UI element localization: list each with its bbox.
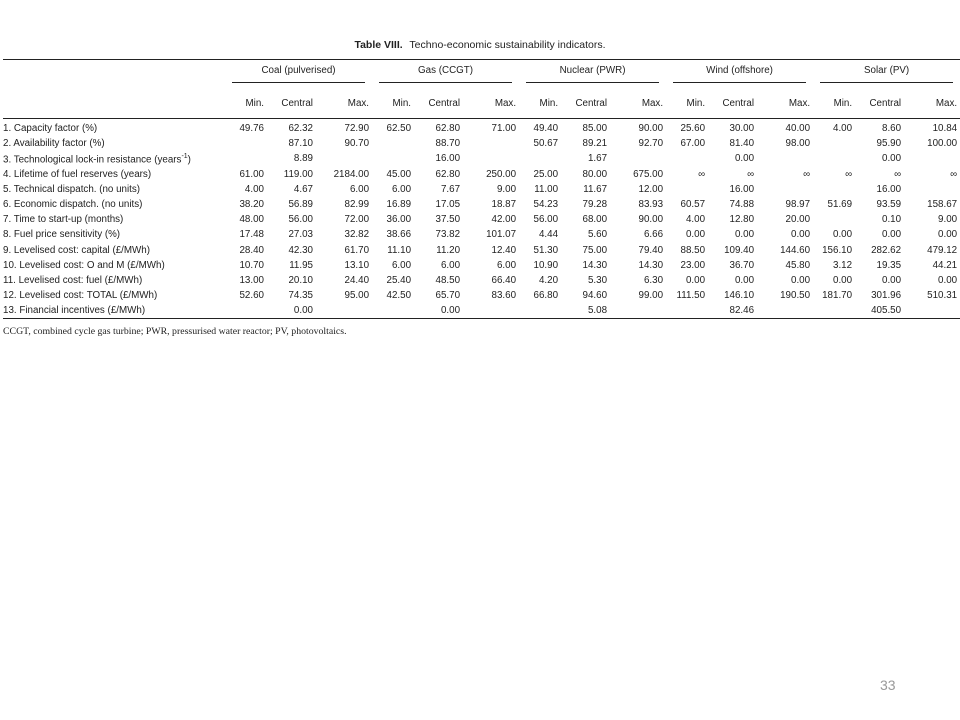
group-header-label: Nuclear (PWR) bbox=[526, 65, 659, 83]
table-cell bbox=[904, 151, 960, 166]
table-cell: 17.48 bbox=[239, 229, 264, 241]
table-cell: 6.00 bbox=[349, 183, 370, 195]
table-cell bbox=[904, 303, 960, 319]
table-cell: 479.12 bbox=[927, 244, 958, 256]
table-row bbox=[3, 227, 960, 242]
table-cell: 6.00 bbox=[391, 259, 412, 271]
table-cell bbox=[463, 136, 519, 151]
row-label-text: 5. Technical dispatch. (no units) bbox=[3, 183, 141, 195]
table-cell: 36.70 bbox=[729, 259, 755, 271]
table-cell: 67.00 bbox=[680, 138, 706, 150]
table-cell: 0.00 bbox=[734, 229, 755, 241]
table-cell: 32.82 bbox=[344, 229, 370, 241]
table-cell: 6.30 bbox=[643, 274, 664, 286]
table-cell: 81.40 bbox=[729, 138, 755, 150]
table-cell: 89.21 bbox=[582, 138, 608, 150]
table-cell: 5.60 bbox=[587, 229, 608, 241]
table-cell: 94.60 bbox=[582, 290, 608, 302]
row-label bbox=[3, 136, 225, 151]
table-cell: 16.89 bbox=[386, 199, 412, 211]
row-label-text: 11. Levelised cost: fuel (£/MWh) bbox=[3, 274, 143, 286]
table-cell: 95.90 bbox=[876, 138, 902, 150]
row-label-subheader bbox=[3, 88, 225, 119]
table-cell: 28.40 bbox=[239, 244, 264, 256]
table-cell: 0.00 bbox=[734, 274, 755, 286]
table-cell: 30.00 bbox=[729, 123, 755, 135]
row-label bbox=[3, 243, 225, 258]
table-cell: 14.30 bbox=[582, 259, 608, 271]
row-label-text: 10. Levelised cost: O and M (£/MWh) bbox=[3, 259, 165, 271]
table-cell bbox=[372, 136, 414, 151]
table-cell: 18.87 bbox=[491, 199, 517, 211]
table-cell: 48.50 bbox=[435, 274, 461, 286]
table-row bbox=[3, 182, 960, 197]
group-header-label: Gas (CCGT) bbox=[379, 65, 512, 83]
column-subheader: Max. bbox=[904, 88, 960, 119]
row-label-text: 9. Levelised cost: capital (£/MWh) bbox=[3, 244, 151, 256]
row-label-text: 12. Levelised cost: TOTAL (£/MWh) bbox=[3, 290, 158, 302]
table-cell: 119.00 bbox=[283, 168, 313, 180]
table-cell: 90.00 bbox=[638, 123, 664, 135]
table-cell: 0.00 bbox=[791, 229, 811, 241]
table-cell: 3.12 bbox=[833, 259, 853, 271]
table-cell: 4.67 bbox=[293, 183, 313, 195]
column-subheader: Central bbox=[414, 88, 463, 119]
table-cell: 2184.00 bbox=[333, 168, 370, 180]
table-cell: 61.00 bbox=[239, 168, 264, 180]
table-cell: 0.00 bbox=[734, 153, 755, 165]
column-subheader: Min. bbox=[372, 88, 414, 119]
table-cell bbox=[519, 303, 561, 319]
group-header-label: Coal (pulverised) bbox=[232, 65, 365, 83]
table-row bbox=[3, 197, 960, 212]
table-row bbox=[3, 303, 960, 319]
table-cell: 42.50 bbox=[386, 290, 412, 302]
table-cell: 72.90 bbox=[344, 123, 370, 135]
row-label-text: 7. Time to start-up (months) bbox=[3, 214, 124, 226]
table-cell: 0.00 bbox=[685, 229, 706, 241]
group-header-row bbox=[3, 60, 960, 89]
indicators-table-wrapper bbox=[3, 59, 958, 319]
table-footnote: CCGT, combined cycle gas turbine; PWR, pressurised water reactor; PV, photovoltaics. bbox=[3, 326, 347, 337]
table-cell: ∞ bbox=[698, 168, 706, 180]
table-cell: 79.40 bbox=[638, 244, 664, 256]
group-header bbox=[813, 60, 960, 89]
table-cell: 0.00 bbox=[882, 274, 902, 286]
table-cell: 54.23 bbox=[533, 199, 559, 211]
table-cell: 56.00 bbox=[533, 214, 559, 226]
table-cell bbox=[316, 303, 372, 319]
table-cell: 90.70 bbox=[344, 138, 370, 150]
indicators-table bbox=[3, 59, 960, 319]
table-cell: 20.10 bbox=[288, 274, 313, 286]
table-row bbox=[3, 151, 960, 166]
table-cell bbox=[463, 151, 519, 166]
table-cell bbox=[757, 182, 813, 197]
row-label bbox=[3, 197, 225, 212]
table-cell bbox=[813, 212, 855, 227]
column-subheader: Max. bbox=[316, 88, 372, 119]
table-cell: 62.32 bbox=[288, 123, 313, 135]
table-cell: 74.88 bbox=[729, 199, 755, 211]
table-cell: 25.00 bbox=[533, 168, 559, 180]
table-cell: 19.35 bbox=[876, 259, 902, 271]
table-cell: 8.60 bbox=[882, 123, 902, 135]
table-cell: 71.00 bbox=[491, 123, 517, 135]
table-cell bbox=[372, 151, 414, 166]
row-label bbox=[3, 273, 225, 288]
column-subheader: Min. bbox=[813, 88, 855, 119]
table-cell: 0.00 bbox=[685, 274, 706, 286]
row-label bbox=[3, 258, 225, 273]
table-cell bbox=[757, 303, 813, 319]
table-cell bbox=[225, 151, 267, 166]
table-cell: 0.00 bbox=[938, 274, 958, 286]
table-cell: 6.00 bbox=[496, 259, 517, 271]
table-cell: 73.82 bbox=[435, 229, 461, 241]
table-cell bbox=[813, 182, 855, 197]
row-label-end: ) bbox=[187, 154, 191, 166]
table-cell: 10.90 bbox=[533, 259, 559, 271]
table-cell: 42.30 bbox=[288, 244, 313, 256]
table-cell: 11.20 bbox=[436, 244, 461, 256]
table-cell: 4.20 bbox=[538, 274, 559, 286]
table-cell: 16.00 bbox=[729, 183, 755, 195]
table-cell: ∞ bbox=[845, 168, 853, 180]
table-body bbox=[3, 119, 960, 319]
table-cell: 9.00 bbox=[938, 214, 958, 226]
row-label-header bbox=[3, 60, 225, 89]
table-cell: 45.00 bbox=[386, 168, 412, 180]
table-row bbox=[3, 167, 960, 182]
column-subheader: Max. bbox=[463, 88, 519, 119]
row-label-text: 4. Lifetime of fuel reserves (years) bbox=[3, 168, 152, 180]
table-cell: 37.50 bbox=[435, 214, 461, 226]
table-cell: 82.46 bbox=[708, 303, 757, 319]
table-cell bbox=[757, 151, 813, 166]
table-cell: 68.00 bbox=[582, 214, 608, 226]
table-cell: 98.00 bbox=[785, 138, 811, 150]
table-cell: ∞ bbox=[803, 168, 811, 180]
table-cell: 83.93 bbox=[638, 199, 664, 211]
column-subheader: Max. bbox=[610, 88, 666, 119]
table-cell: 510.31 bbox=[927, 290, 958, 302]
table-cell: 5.08 bbox=[561, 303, 610, 319]
table-cell bbox=[666, 303, 708, 319]
table-cell: 6.00 bbox=[391, 183, 412, 195]
row-label bbox=[3, 182, 225, 197]
row-label bbox=[3, 151, 225, 166]
table-cell: 190.50 bbox=[780, 290, 811, 302]
table-cell: 62.80 bbox=[435, 168, 461, 180]
table-cell: 12.80 bbox=[729, 214, 755, 226]
table-caption bbox=[0, 39, 960, 51]
table-cell: 62.80 bbox=[435, 123, 461, 135]
row-label-superscript: -1 bbox=[181, 152, 188, 160]
table-cell: 25.40 bbox=[386, 274, 412, 286]
table-cell: 49.76 bbox=[239, 123, 264, 135]
table-caption-label: Table VIII. bbox=[354, 39, 403, 51]
row-label bbox=[3, 212, 225, 227]
table-cell: 72.00 bbox=[344, 214, 370, 226]
row-label-text: 6. Economic dispatch. (no units) bbox=[3, 199, 143, 211]
table-cell: 4.00 bbox=[244, 183, 264, 195]
table-cell: 74.35 bbox=[288, 290, 313, 302]
table-cell bbox=[813, 151, 855, 166]
table-cell: 40.00 bbox=[785, 123, 811, 135]
table-cell: 38.20 bbox=[239, 199, 264, 211]
table-cell bbox=[666, 151, 708, 166]
table-cell: 14.30 bbox=[638, 259, 664, 271]
table-cell: 11.67 bbox=[583, 183, 608, 195]
table-cell: 88.50 bbox=[680, 244, 706, 256]
table-cell: 20.00 bbox=[785, 214, 811, 226]
table-cell: 62.50 bbox=[386, 123, 412, 135]
table-cell: 301.96 bbox=[871, 290, 902, 302]
table-cell: 12.00 bbox=[638, 183, 664, 195]
table-cell: 92.70 bbox=[638, 138, 664, 150]
table-cell: 7.67 bbox=[440, 183, 461, 195]
table-cell: 0.00 bbox=[833, 229, 853, 241]
table-cell: 4.00 bbox=[833, 123, 853, 135]
row-label bbox=[3, 227, 225, 242]
table-cell: 36.00 bbox=[386, 214, 412, 226]
row-label bbox=[3, 288, 225, 303]
table-cell: 51.30 bbox=[533, 244, 559, 256]
page-number: 33 bbox=[880, 677, 896, 693]
table-cell: 13.10 bbox=[344, 259, 370, 271]
table-cell: 45.80 bbox=[785, 259, 811, 271]
table-cell: 66.40 bbox=[491, 274, 517, 286]
table-cell: 0.00 bbox=[267, 303, 316, 319]
table-cell: 79.28 bbox=[582, 199, 608, 211]
row-label bbox=[3, 119, 225, 137]
group-header bbox=[372, 60, 519, 89]
table-cell: 6.00 bbox=[440, 259, 461, 271]
table-cell: 16.00 bbox=[435, 153, 461, 165]
row-label-text: 3. Technological lock-in resistance (years bbox=[3, 154, 182, 166]
column-subheader: Central bbox=[855, 88, 904, 119]
column-subheader: Max. bbox=[757, 88, 813, 119]
table-row bbox=[3, 258, 960, 273]
table-cell: 24.40 bbox=[344, 274, 370, 286]
table-cell: 85.00 bbox=[582, 123, 608, 135]
table-cell: 0.00 bbox=[833, 274, 853, 286]
table-cell: 0.00 bbox=[938, 229, 958, 241]
table-cell: ∞ bbox=[950, 168, 958, 180]
table-cell: 93.59 bbox=[876, 199, 902, 211]
table-cell bbox=[610, 151, 666, 166]
table-cell: 675.00 bbox=[633, 168, 664, 180]
table-cell: 90.00 bbox=[638, 214, 664, 226]
table-cell: 13.00 bbox=[239, 274, 264, 286]
table-cell: 82.99 bbox=[344, 199, 370, 211]
table-cell: 158.67 bbox=[927, 199, 958, 211]
table-cell bbox=[463, 303, 519, 319]
table-cell bbox=[666, 182, 708, 197]
table-cell: 44.21 bbox=[932, 259, 958, 271]
row-label-text: 1. Capacity factor (%) bbox=[3, 123, 98, 135]
row-label bbox=[3, 303, 225, 319]
row-label-text: 2. Availability factor (%) bbox=[3, 138, 105, 150]
table-cell bbox=[904, 182, 960, 197]
table-cell: 66.80 bbox=[533, 290, 559, 302]
table-cell: 87.10 bbox=[288, 138, 313, 150]
table-cell: 100.00 bbox=[927, 138, 958, 150]
table-cell: 0.00 bbox=[882, 229, 902, 241]
table-cell: 99.00 bbox=[638, 290, 664, 302]
table-cell: 181.70 bbox=[822, 290, 853, 302]
table-cell: 27.03 bbox=[288, 229, 313, 241]
table-cell: 11.00 bbox=[534, 183, 559, 195]
column-subheader: Central bbox=[708, 88, 757, 119]
column-subheader: Min. bbox=[666, 88, 708, 119]
table-cell: 38.66 bbox=[386, 229, 412, 241]
table-row bbox=[3, 288, 960, 303]
column-subheader: Central bbox=[561, 88, 610, 119]
table-cell: 10.84 bbox=[932, 123, 958, 135]
table-cell: 12.40 bbox=[491, 244, 517, 256]
row-label-text: 8. Fuel price sensitivity (%) bbox=[3, 229, 121, 241]
table-cell: 111.50 bbox=[676, 290, 706, 302]
table-cell: 11.95 bbox=[289, 259, 313, 271]
column-subheader: Central bbox=[267, 88, 316, 119]
subheader-row bbox=[3, 88, 960, 119]
row-label-text: 13. Financial incentives (£/MWh) bbox=[3, 305, 146, 317]
table-cell: 250.00 bbox=[486, 168, 517, 180]
table-cell: 23.00 bbox=[680, 259, 706, 271]
group-header bbox=[666, 60, 813, 89]
column-subheader: Min. bbox=[225, 88, 267, 119]
table-cell: 98.97 bbox=[785, 199, 811, 211]
table-row bbox=[3, 212, 960, 227]
table-cell: 25.60 bbox=[680, 123, 706, 135]
group-header-label: Wind (offshore) bbox=[673, 65, 806, 83]
table-cell: 146.10 bbox=[724, 290, 755, 302]
table-cell: 4.44 bbox=[538, 229, 559, 241]
table-cell: 1.67 bbox=[587, 153, 608, 165]
table-cell bbox=[225, 303, 267, 319]
table-cell: 5.30 bbox=[587, 274, 608, 286]
table-cell: 405.50 bbox=[855, 303, 904, 319]
table-cell: 4.00 bbox=[685, 214, 706, 226]
table-cell: 52.60 bbox=[239, 290, 264, 302]
table-caption-text: Techno-economic sustainability indicators. bbox=[409, 39, 606, 51]
table-cell: 6.66 bbox=[643, 229, 664, 241]
table-cell: 88.70 bbox=[435, 138, 461, 150]
table-row bbox=[3, 136, 960, 151]
table-cell: 0.10 bbox=[882, 214, 902, 226]
table-cell: ∞ bbox=[747, 168, 755, 180]
table-cell: 50.67 bbox=[533, 138, 559, 150]
table-cell: 17.05 bbox=[435, 199, 461, 211]
table-cell: 51.69 bbox=[827, 199, 853, 211]
table-row bbox=[3, 119, 960, 137]
table-cell: 75.00 bbox=[582, 244, 608, 256]
table-cell: 10.70 bbox=[239, 259, 264, 271]
table-row bbox=[3, 273, 960, 288]
group-header bbox=[519, 60, 666, 89]
table-cell: 65.70 bbox=[435, 290, 461, 302]
table-cell: 8.89 bbox=[293, 153, 313, 165]
table-cell: 0.00 bbox=[882, 153, 902, 165]
table-cell bbox=[610, 303, 666, 319]
table-cell: 282.62 bbox=[871, 244, 902, 256]
table-cell: 80.00 bbox=[582, 168, 608, 180]
table-cell: 156.10 bbox=[822, 244, 853, 256]
table-cell: 49.40 bbox=[533, 123, 559, 135]
table-cell: 48.00 bbox=[239, 214, 264, 226]
table-cell bbox=[225, 136, 267, 151]
table-cell: ∞ bbox=[894, 168, 902, 180]
group-header bbox=[225, 60, 372, 89]
table-cell: 16.00 bbox=[876, 183, 902, 195]
table-cell: 101.07 bbox=[486, 229, 517, 241]
table-cell: 83.60 bbox=[491, 290, 517, 302]
table-cell: 0.00 bbox=[414, 303, 463, 319]
table-row bbox=[3, 243, 960, 258]
row-label bbox=[3, 167, 225, 182]
table-cell: 61.70 bbox=[344, 244, 370, 256]
table-cell bbox=[519, 151, 561, 166]
table-cell: 9.00 bbox=[496, 183, 517, 195]
table-cell: 42.00 bbox=[491, 214, 517, 226]
table-cell: 95.00 bbox=[344, 290, 370, 302]
table-cell: 11.10 bbox=[387, 244, 412, 256]
table-cell: 56.89 bbox=[288, 199, 313, 211]
table-cell: 60.57 bbox=[680, 199, 706, 211]
table-cell bbox=[813, 303, 855, 319]
table-cell: 144.60 bbox=[780, 244, 811, 256]
table-cell bbox=[813, 136, 855, 151]
table-cell bbox=[316, 151, 372, 166]
group-header-label: Solar (PV) bbox=[820, 65, 953, 83]
table-cell: 56.00 bbox=[288, 214, 313, 226]
column-subheader: Min. bbox=[519, 88, 561, 119]
table-cell: 109.40 bbox=[724, 244, 755, 256]
table-cell bbox=[372, 303, 414, 319]
table-cell: 0.00 bbox=[791, 274, 811, 286]
